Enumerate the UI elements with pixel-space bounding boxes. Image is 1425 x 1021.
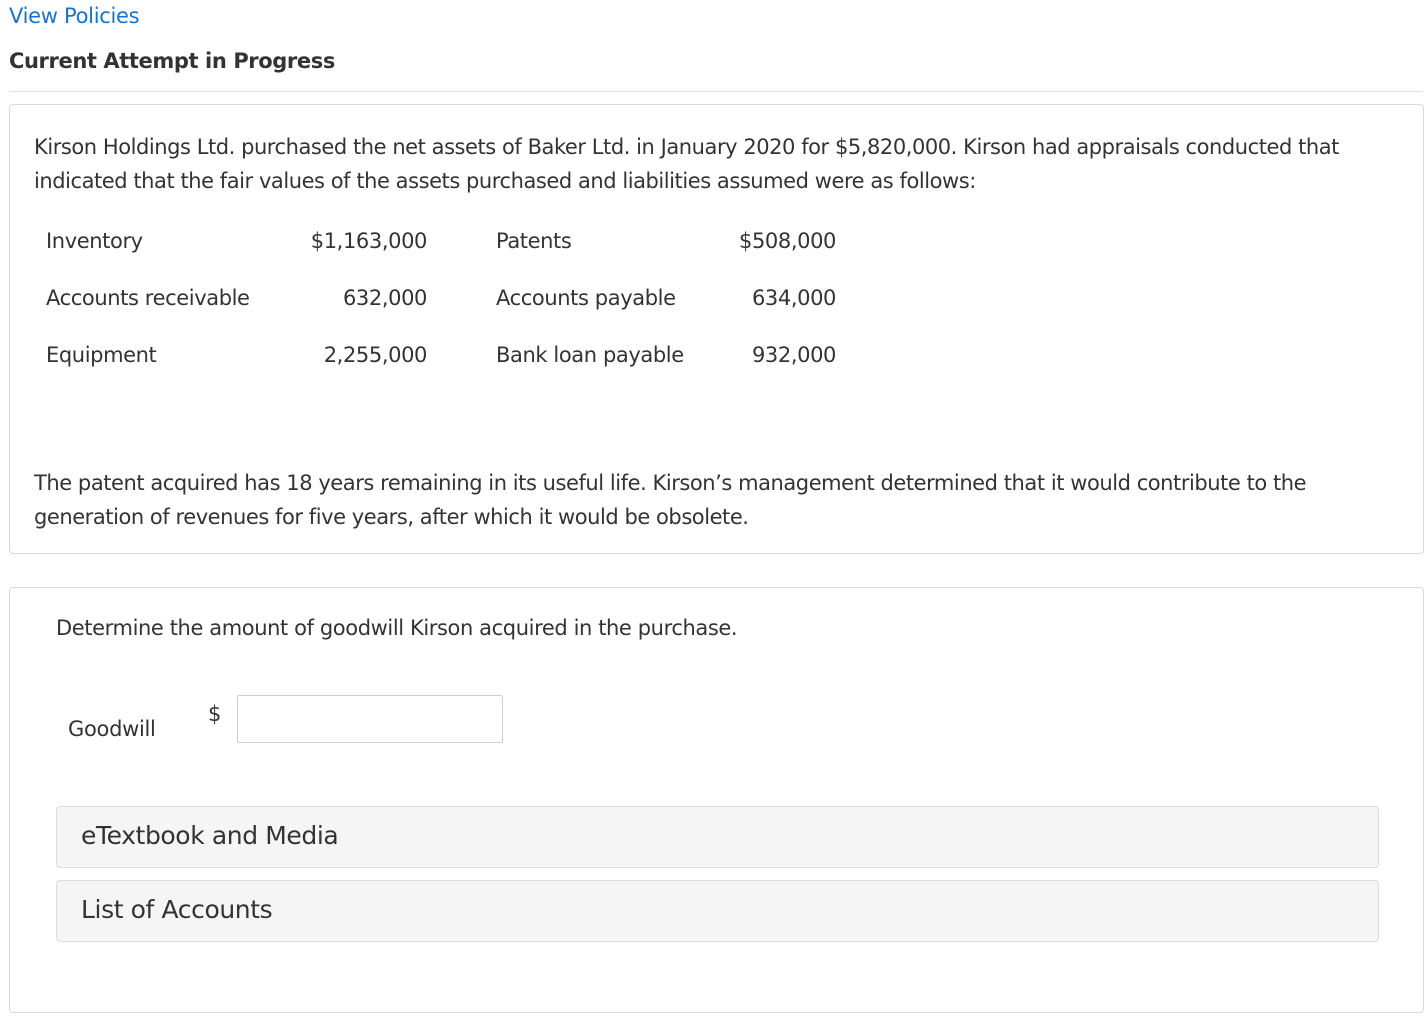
liability-label: Bank loan payable (496, 343, 684, 367)
view-policies-link[interactable]: View Policies (9, 4, 140, 28)
goodwill-input[interactable] (237, 695, 503, 743)
etextbook-media-label: eTextbook and Media (81, 821, 339, 850)
asset-value: $1,163,000 (310, 229, 427, 253)
attempt-heading: Current Attempt in Progress (9, 49, 335, 73)
goodwill-label: Goodwill (68, 717, 156, 741)
list-of-accounts-button[interactable] (56, 880, 1379, 942)
asset-label: Accounts receivable (46, 286, 250, 310)
etextbook-media-button[interactable] (56, 806, 1379, 868)
question-card (9, 587, 1424, 1013)
asset-label: Equipment (46, 343, 157, 367)
heading-divider (9, 91, 1423, 92)
currency-symbol: $ (208, 702, 222, 726)
asset-label: Inventory (46, 229, 143, 253)
asset-value: 2,255,000 (323, 343, 427, 367)
asset-label: Patents (496, 229, 572, 253)
liability-value: 932,000 (751, 343, 836, 367)
liability-label: Accounts payable (496, 286, 676, 310)
fair-values-row (10, 343, 910, 377)
question-prompt: Determine the amount of goodwill Kirson acquired in the purchase. (56, 616, 738, 640)
asset-value: 632,000 (342, 286, 427, 310)
list-of-accounts-label: List of Accounts (81, 895, 273, 924)
problem-note: The patent acquired has 18 years remaining in its useful life. Kirson’s management determined that it would contribute to the generation of revenues for five years, after which it would be obsolete. (34, 471, 1307, 529)
fair-values-row (10, 229, 910, 263)
fair-values-table (10, 229, 910, 419)
liability-value: 634,000 (751, 286, 836, 310)
problem-card (9, 104, 1424, 554)
asset-value: $508,000 (738, 229, 836, 253)
fair-values-row (10, 286, 910, 320)
problem-intro: Kirson Holdings Ltd. purchased the net assets of Baker Ltd. in January 2020 for $5,820,000. Kirson had appraisals conducted that indicated that the fair values of the assets purchased and liabilities assumed were as follows: (34, 135, 1339, 193)
